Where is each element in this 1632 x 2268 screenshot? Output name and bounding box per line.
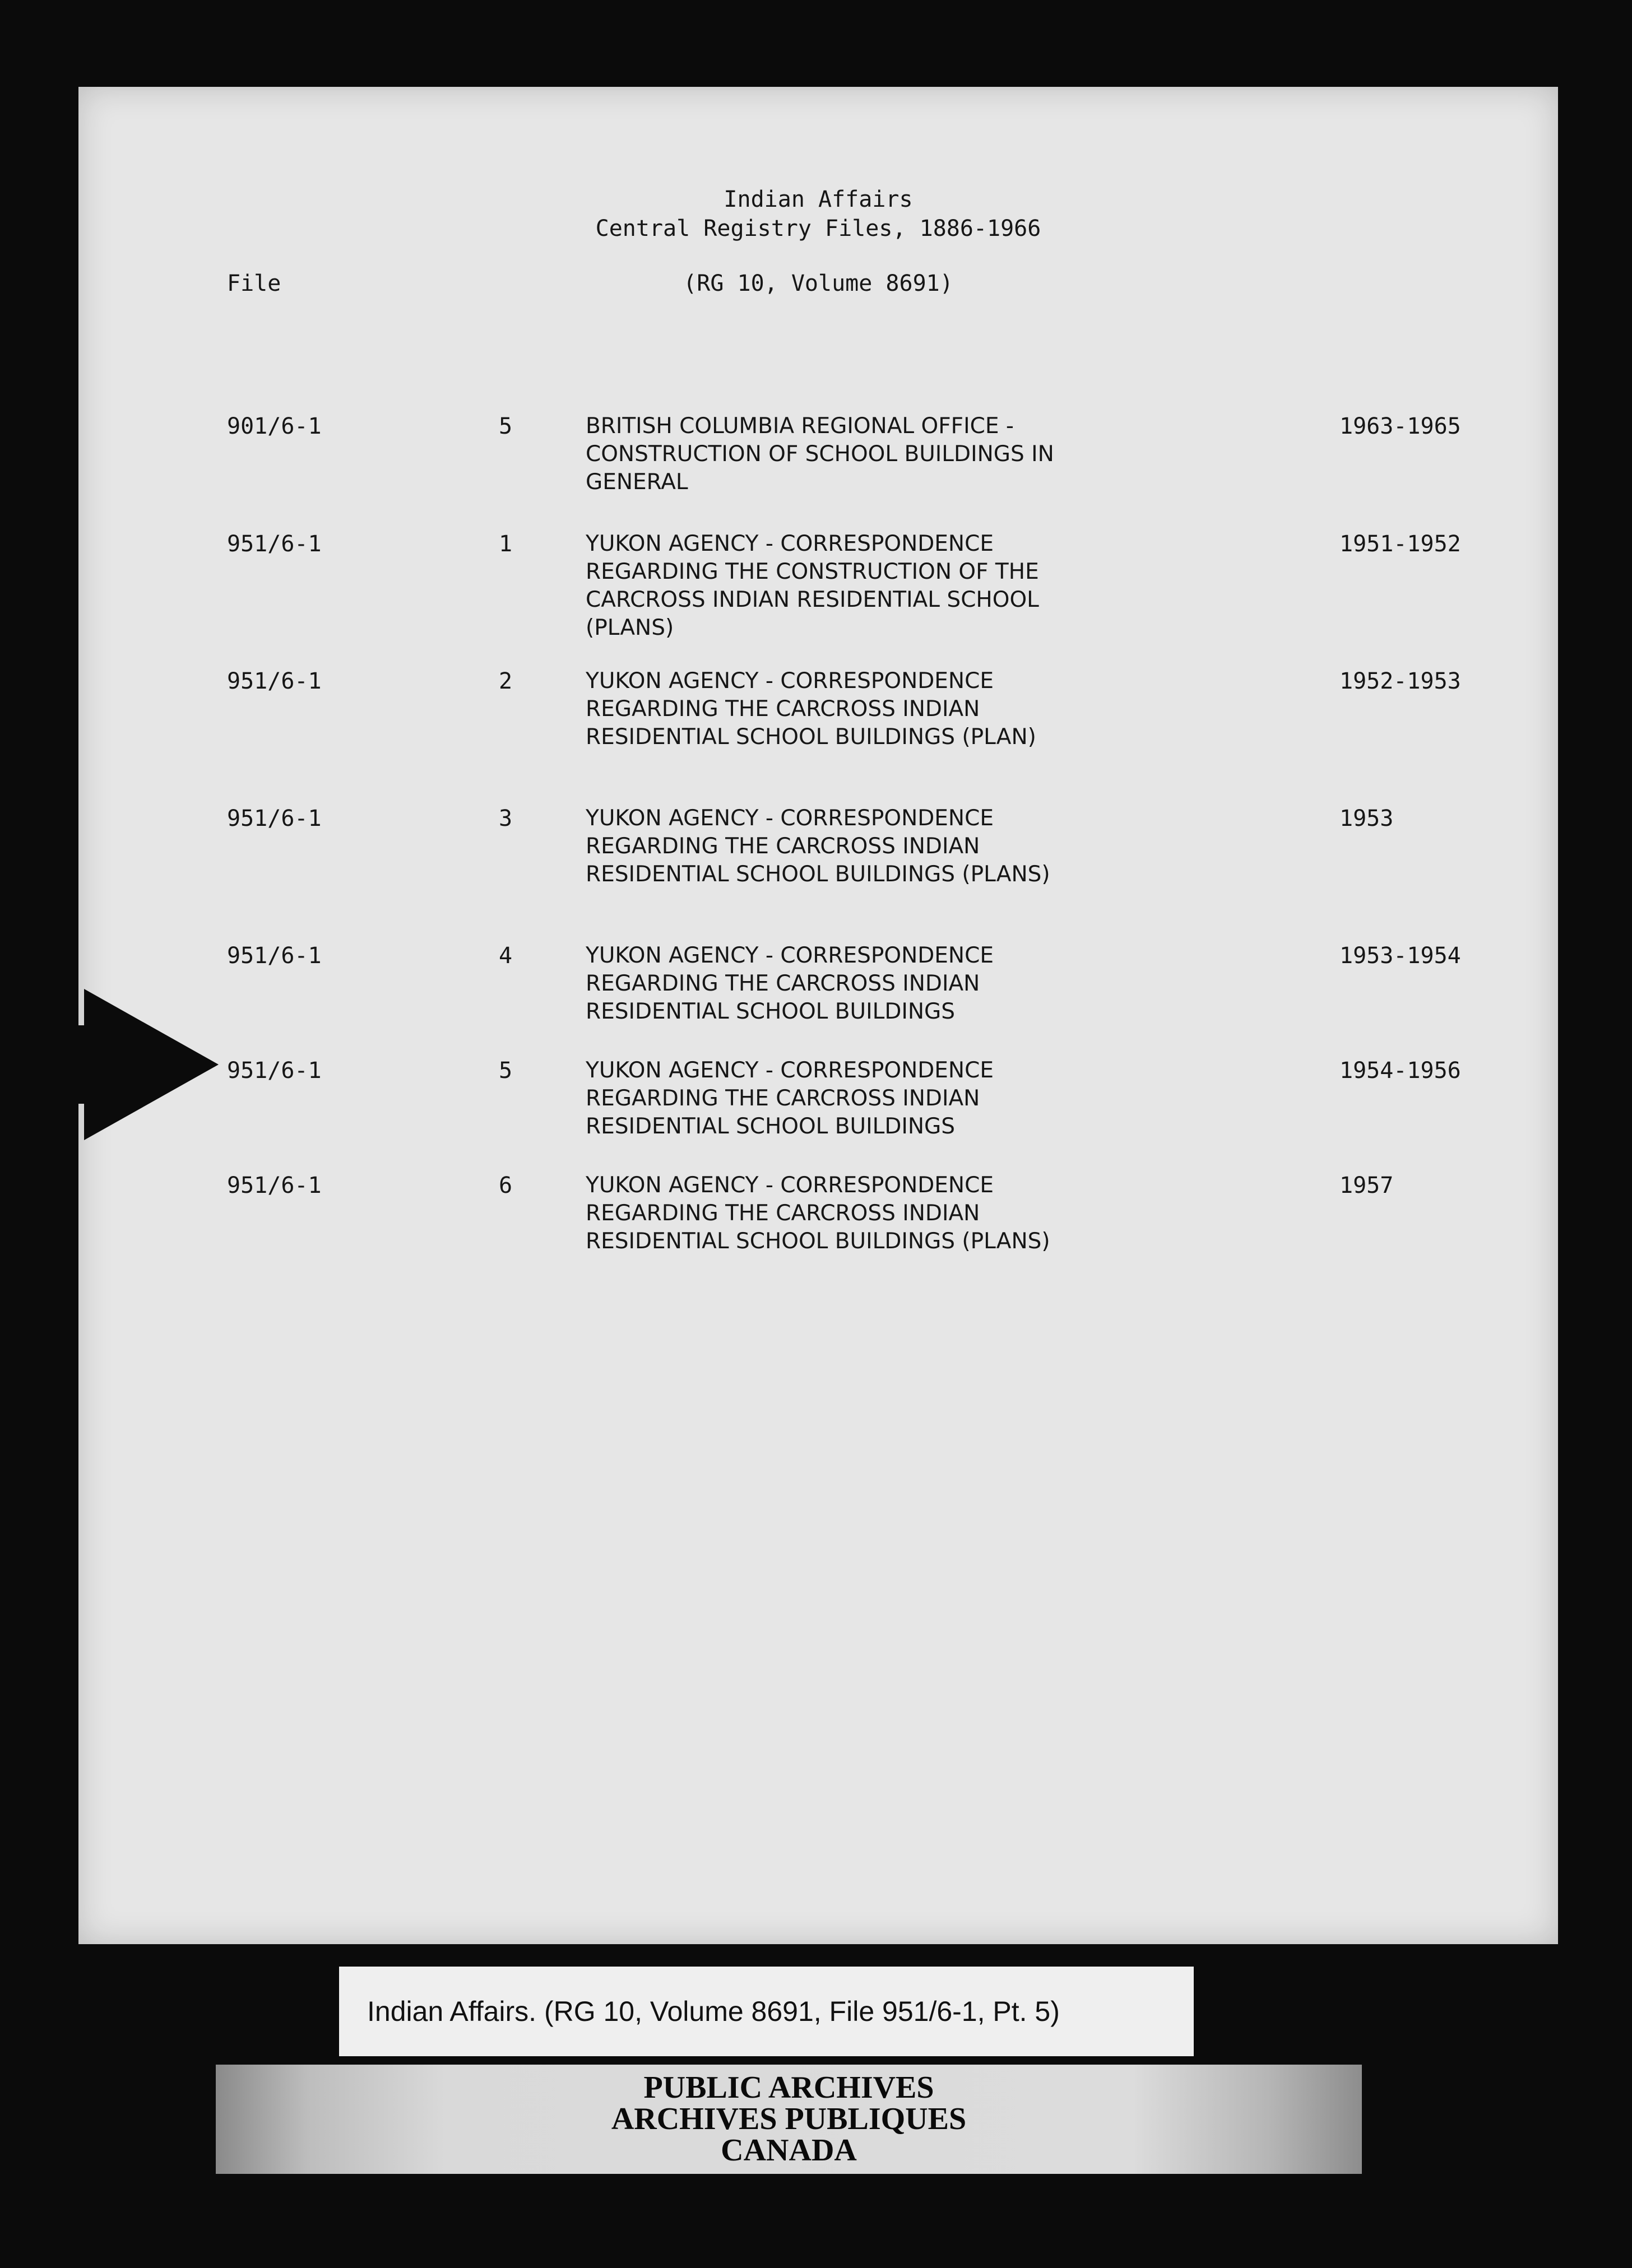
- file-description-line: REGARDING THE CARCROSS INDIAN: [586, 1086, 980, 1111]
- file-dates: 1951-1952: [1339, 531, 1461, 557]
- file-description-line: CARCROSS INDIAN RESIDENTIAL SCHOOL: [586, 587, 1039, 612]
- part-number: 3: [499, 806, 513, 831]
- file-description-line: REGARDING THE CARCROSS INDIAN: [586, 696, 980, 722]
- part-number: 2: [499, 668, 513, 694]
- part-number: 5: [499, 413, 513, 439]
- heading-department: Indian Affairs: [724, 187, 913, 212]
- column-label-file: File: [227, 271, 281, 296]
- file-description-line: YUKON AGENCY - CORRESPONDENCE: [586, 1173, 994, 1198]
- file-description-line: REGARDING THE CARCROSS INDIAN: [586, 971, 980, 996]
- file-number: 951/6-1: [227, 943, 322, 969]
- file-dates: 1953: [1339, 806, 1394, 831]
- file-description-line: YUKON AGENCY - CORRESPONDENCE: [586, 806, 994, 831]
- file-description-line: YUKON AGENCY - CORRESPONDENCE: [586, 1058, 994, 1083]
- file-description-line: BRITISH COLUMBIA REGIONAL OFFICE -: [586, 413, 1014, 439]
- file-dates: 1963-1965: [1339, 413, 1461, 439]
- file-number: 951/6-1: [227, 668, 322, 694]
- stamp-line-3: CANADA: [721, 2133, 857, 2168]
- part-number: 4: [499, 943, 513, 969]
- file-number: 951/6-1: [227, 1173, 322, 1198]
- pointer-arrow-icon: [84, 989, 219, 1140]
- part-number: 1: [499, 531, 513, 557]
- part-number: 6: [499, 1173, 513, 1198]
- file-description-line: RESIDENTIAL SCHOOL BUILDINGS (PLAN): [586, 724, 1036, 750]
- file-dates: 1952-1953: [1339, 668, 1461, 694]
- file-dates: 1957: [1339, 1173, 1394, 1198]
- file-number: 951/6-1: [227, 531, 322, 557]
- file-dates: 1953-1954: [1339, 943, 1461, 969]
- file-description-line: RESIDENTIAL SCHOOL BUILDINGS: [586, 1114, 956, 1139]
- file-description-line: RESIDENTIAL SCHOOL BUILDINGS (PLANS): [586, 862, 1050, 887]
- file-description-line: REGARDING THE CONSTRUCTION OF THE: [586, 559, 1039, 584]
- file-description-line: REGARDING THE CARCROSS INDIAN: [586, 1201, 980, 1226]
- file-number: 901/6-1: [227, 413, 322, 439]
- heading-series: Central Registry Files, 1886-1966: [595, 216, 1041, 241]
- document-sheet: [78, 87, 1558, 1944]
- archives-stamp: [216, 2065, 1362, 2174]
- file-description-line: REGARDING THE CARCROSS INDIAN: [586, 834, 980, 859]
- file-description-line: CONSTRUCTION OF SCHOOL BUILDINGS IN: [586, 441, 1054, 467]
- file-description-line: GENERAL: [586, 470, 688, 495]
- file-description-line: RESIDENTIAL SCHOOL BUILDINGS: [586, 999, 956, 1024]
- file-dates: 1954-1956: [1339, 1058, 1461, 1084]
- file-description-line: YUKON AGENCY - CORRESPONDENCE: [586, 531, 994, 556]
- file-description-line: RESIDENTIAL SCHOOL BUILDINGS (PLANS): [586, 1229, 1050, 1254]
- file-number: 951/6-1: [227, 1058, 322, 1084]
- caption-label: Indian Affairs. (RG 10, Volume 8691, File 951/6-1, Pt. 5): [339, 1967, 1194, 2056]
- heading-volume: (RG 10, Volume 8691): [683, 271, 953, 296]
- file-description-line: YUKON AGENCY - CORRESPONDENCE: [586, 943, 994, 968]
- file-description-line: YUKON AGENCY - CORRESPONDENCE: [586, 668, 994, 694]
- stamp-line-1: PUBLIC ARCHIVES: [643, 2070, 934, 2105]
- file-number: 951/6-1: [227, 806, 322, 831]
- stamp-line-2: ARCHIVES PUBLIQUES: [611, 2102, 967, 2136]
- part-number: 5: [499, 1058, 513, 1084]
- file-description-line: (PLANS): [586, 615, 674, 640]
